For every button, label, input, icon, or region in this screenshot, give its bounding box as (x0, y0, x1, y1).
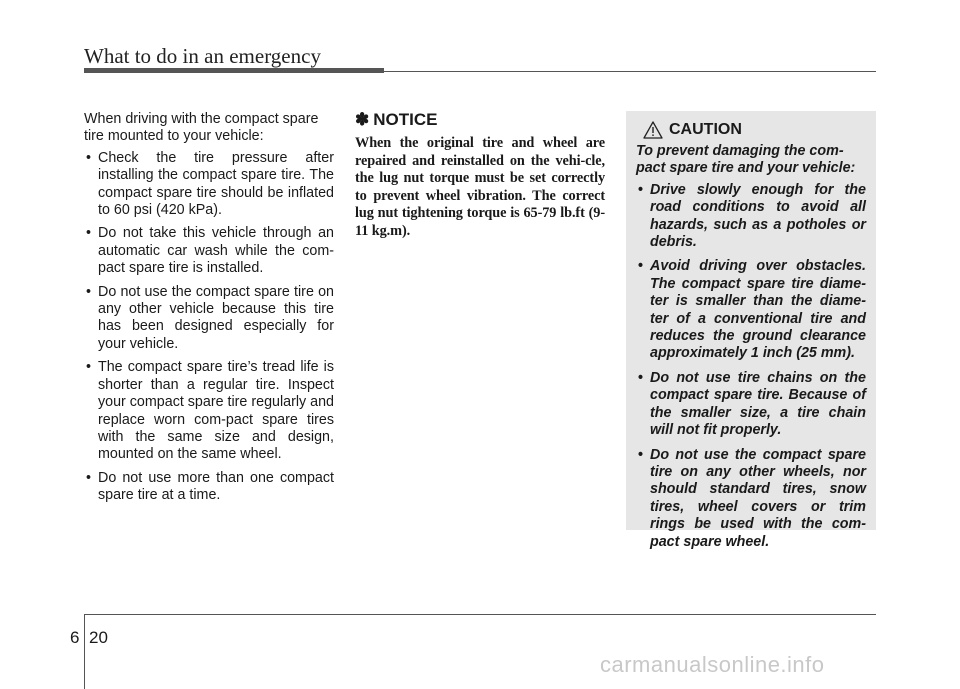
watermark: carmanualsonline.info (600, 652, 825, 677)
notice-body: When the original tire and wheel are repaired and reinstalled on the vehi-cle, the lug nut torque must be set correctly to prevent wheel vibration. The correct lug nut tightening torque is 65-79 lb.ft (9-11 kg.m). (355, 135, 605, 239)
spare-tire-guidelines-list (84, 150, 334, 505)
header-rule (84, 71, 876, 72)
notice-star-icon: ✽ (355, 110, 370, 129)
caution-intro: To prevent damaging the com-pact spare tire and your vehicle: (636, 143, 856, 177)
bullet-icon: • (638, 258, 644, 275)
notice-heading (355, 110, 605, 130)
footer-divider (84, 614, 85, 689)
caution-item (636, 447, 866, 551)
caution-item-text: Do not use the compact spare tire on any other wheels, nor should standard tires, snow tires, wheel covers or trim rings be used with the com-pact spare wheel. (650, 446, 866, 550)
caution-box (626, 111, 876, 550)
list-item (84, 284, 334, 354)
bullet-icon: • (638, 446, 644, 463)
caution-title: CAUTION (669, 121, 742, 138)
footer-rule (84, 614, 876, 615)
list-item (84, 225, 334, 277)
notice-title: NOTICE (373, 110, 438, 129)
section-title: What to do in an emergency (84, 44, 321, 68)
caution-heading (643, 121, 866, 139)
list-item-text: Check the tire pressure after installing the compact spare tire. The compact spare tire should be inflated to 60 psi (420 kPa). (98, 149, 334, 219)
left-column (84, 111, 334, 511)
page-header (84, 44, 876, 74)
caution-item (636, 370, 866, 440)
list-item (84, 470, 334, 505)
bullet-icon: • (86, 225, 92, 242)
bullet-icon: • (638, 369, 644, 386)
caution-item-text: Do not use tire chains on the compact spare tire. Because of the smaller size, a tire chain will not fit properly. (650, 369, 866, 439)
caution-item-text: Avoid driving over obstacles. The compact spare tire diame-ter is smaller than the diame-ter of a conventional tire and reduces the ground clearance approximately 1 inch (25 mm). (650, 258, 866, 362)
list-item-text: Do not use the compact spare tire on any other vehicle because this tire has been designed especially for your vehicle. (98, 283, 334, 352)
list-item (84, 359, 334, 463)
list-item (84, 150, 334, 220)
caution-item-text: Drive slowly enough for the road conditions to avoid all hazards, such as a potholes or debris. (650, 181, 866, 251)
bullet-icon: • (86, 469, 92, 486)
caution-item (636, 182, 866, 252)
notice-section (355, 110, 605, 241)
list-item-text: Do not take this vehicle through an automatic car wash while the com-pact spare tire is installed. (98, 225, 334, 277)
bullet-icon: • (86, 283, 92, 300)
page-number: 20 (89, 628, 108, 647)
bullet-icon: • (86, 359, 92, 376)
list-item-text: The compact spare tire’s tread life is shorter than a regular tire. Inspect your compact spare tire regularly and replace worn com-pact spare tires with the same size and design, mounted on the same wheel. (98, 359, 335, 463)
chapter-number: 6 (70, 628, 80, 647)
warning-triangle-icon (643, 121, 663, 139)
intro-paragraph: When driving with the compact spare tire mounted to your vehicle: (84, 111, 319, 145)
list-item-text: Do not use more than one compact spare tire at a time. (98, 469, 334, 504)
caution-item (636, 258, 866, 362)
bullet-icon: • (638, 181, 644, 198)
bullet-icon: • (86, 149, 92, 166)
caution-list (636, 182, 866, 551)
